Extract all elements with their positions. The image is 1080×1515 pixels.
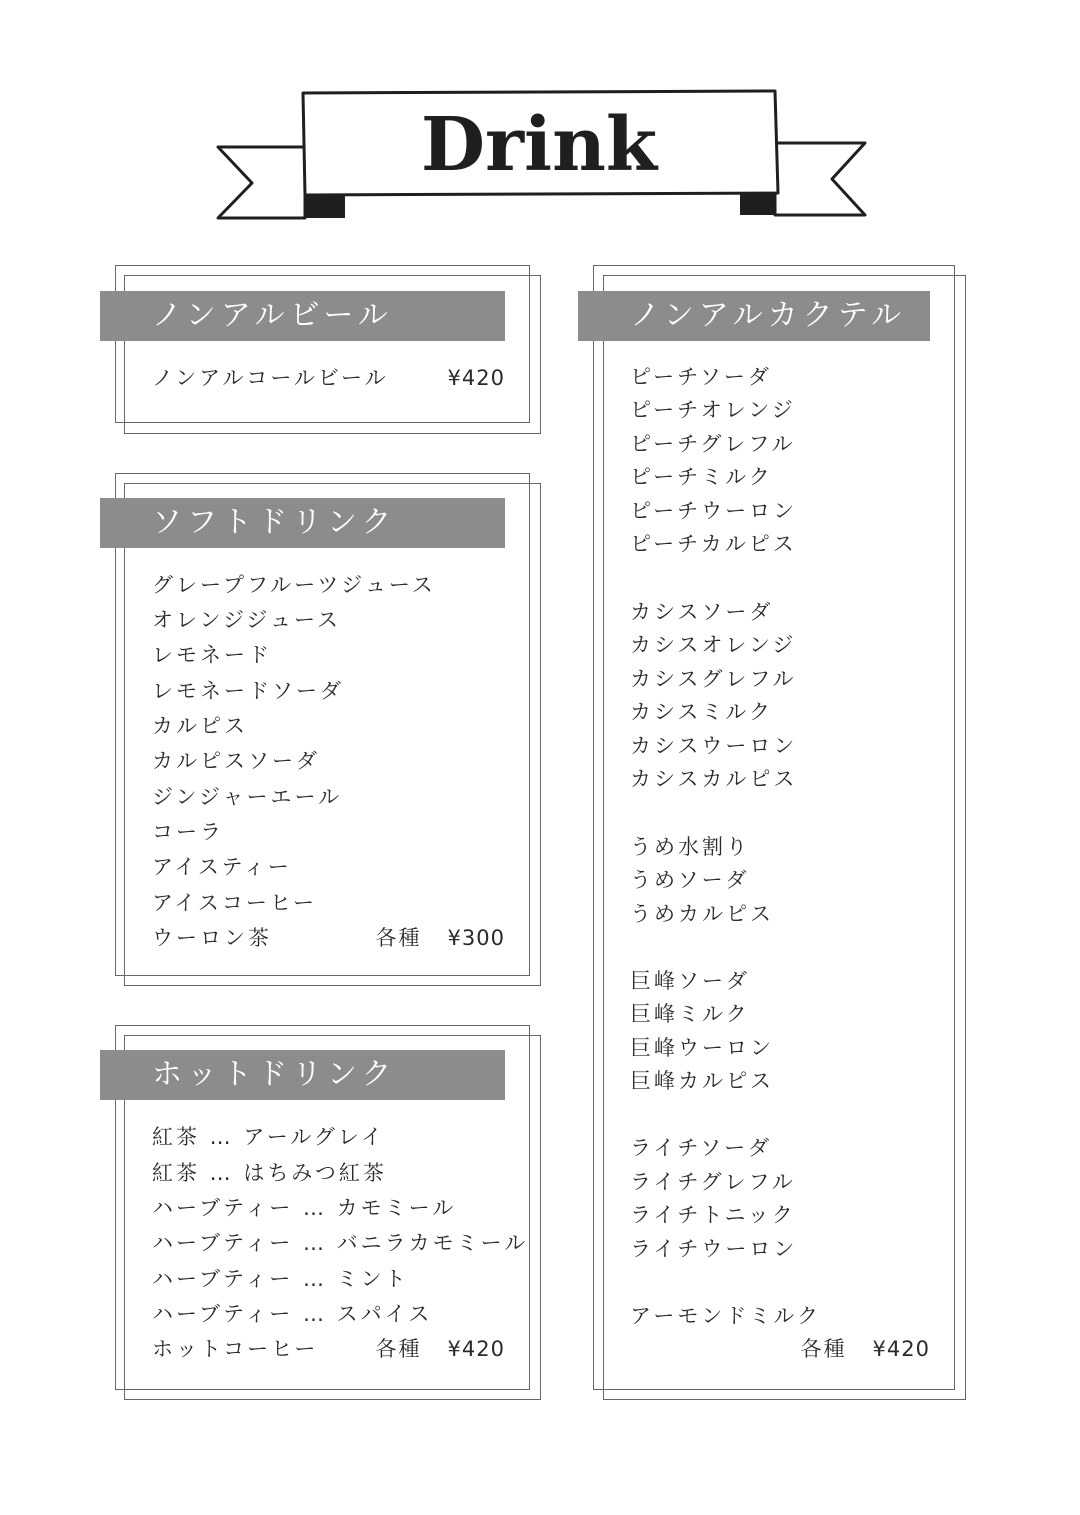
title-banner <box>210 85 875 230</box>
menu-item: カシスウーロン <box>630 734 798 758</box>
price-kind: 各種 <box>375 1337 422 1361</box>
menu-item: うめソーダ <box>630 868 750 892</box>
price-kind: 各種 <box>800 1337 847 1361</box>
price: ¥420 <box>447 1337 505 1361</box>
menu-item: ウーロン茶 <box>152 926 272 950</box>
menu-item: うめカルピス <box>630 902 774 926</box>
price-kind: 各種 <box>375 926 422 950</box>
section-header: ノンアルカクテル <box>578 291 930 341</box>
menu-item: ホットコーヒー <box>152 1337 319 1361</box>
menu-item: ピーチグレフル <box>630 432 796 456</box>
menu-item: オレンジジュース <box>152 608 341 632</box>
menu-item: ピーチソーダ <box>630 365 772 389</box>
price: ¥420 <box>872 1337 930 1361</box>
menu-item: コーラ <box>152 820 224 844</box>
price: ¥300 <box>447 926 505 950</box>
menu-item: うめ水割り <box>630 835 750 859</box>
menu-item: 紅茶 … はちみつ紅茶 <box>152 1161 387 1185</box>
price-line <box>330 1334 505 1364</box>
section-header: ホットドリンク <box>100 1050 505 1100</box>
section-header: ノンアルビール <box>100 291 505 341</box>
menu-item: ノンアルコールビール <box>152 366 389 390</box>
menu-item: カシスグレフル <box>630 667 797 691</box>
menu-item: ライチグレフル <box>630 1170 796 1194</box>
menu-item: カルピス <box>152 714 248 738</box>
menu-item: レモネードソーダ <box>152 679 344 703</box>
menu-item: アイスティー <box>152 855 292 879</box>
menu-item: ピーチカルピス <box>630 532 797 556</box>
menu-item: カシスオレンジ <box>630 633 797 657</box>
menu-item: ピーチウーロン <box>630 499 798 523</box>
price-line <box>330 923 505 953</box>
menu-item: アイスコーヒー <box>152 891 318 915</box>
menu-item: ハーブティー … ミント <box>152 1267 409 1291</box>
menu-item: ライチウーロン <box>630 1237 798 1261</box>
menu-item: ライチソーダ <box>630 1136 773 1160</box>
price-line <box>740 1334 930 1364</box>
menu-item: ハーブティー … スパイス <box>152 1302 433 1326</box>
menu-item: レモネード <box>152 643 272 667</box>
menu-item: ハーブティー … カモミール <box>152 1196 457 1220</box>
menu-item: カルピスソーダ <box>152 749 320 773</box>
menu-item: 巨峰ウーロン <box>630 1036 774 1060</box>
menu-item: アーモンドミルク <box>630 1304 821 1328</box>
menu-item: 巨峰ソーダ <box>630 969 750 993</box>
menu-item: カシスソーダ <box>630 600 774 624</box>
menu-item: カシスミルク <box>630 700 773 724</box>
menu-item: 紅茶 … アールグレイ <box>152 1125 385 1149</box>
menu-item: ジンジャーエール <box>152 785 343 809</box>
menu-item: グレープフルーツジュース <box>152 573 436 597</box>
menu-item: 巨峰カルピス <box>630 1069 774 1093</box>
menu-item: ライチトニック <box>630 1203 796 1227</box>
section-header: ソフトドリンク <box>100 498 505 548</box>
menu-item: 巨峰ミルク <box>630 1002 750 1026</box>
menu-item: ハーブティー … バニラカモミール <box>152 1231 529 1255</box>
menu-item: カシスカルピス <box>630 767 798 791</box>
price: ¥420 <box>447 366 505 390</box>
menu-item: ピーチミルク <box>630 465 773 489</box>
page-title: Drink <box>420 101 658 188</box>
menu-item: ピーチオレンジ <box>630 398 796 422</box>
